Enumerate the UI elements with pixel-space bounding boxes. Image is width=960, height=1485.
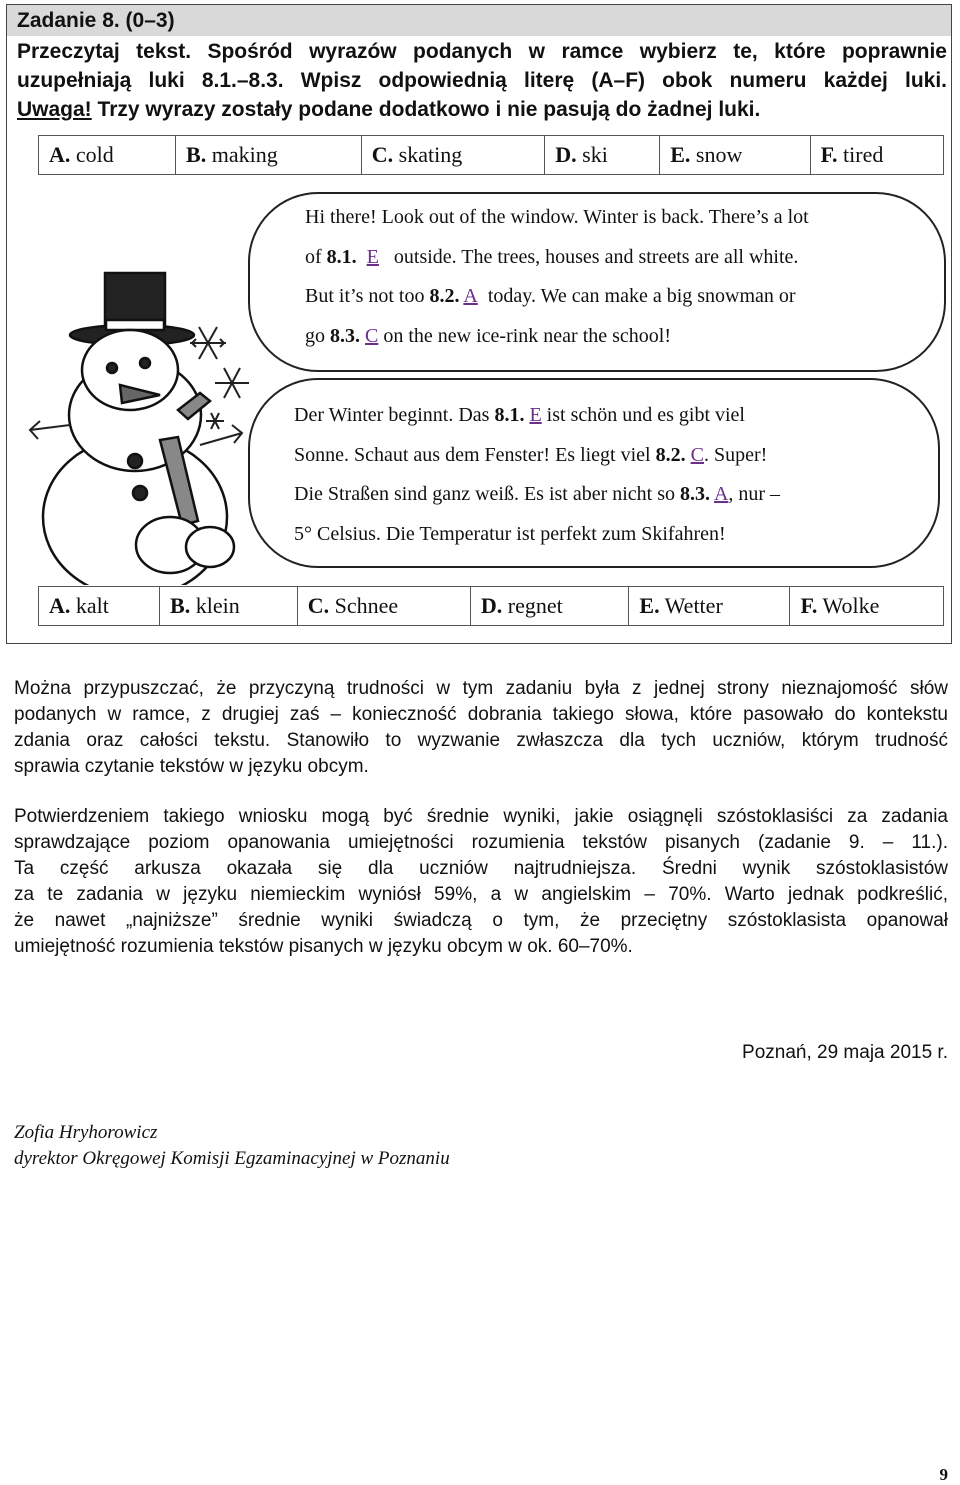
word-option: F. tired [810, 136, 943, 175]
word-option: C. Schnee [297, 587, 470, 626]
answer-8-2: A [463, 285, 478, 307]
word-option: D. ski [545, 136, 660, 175]
english-text [305, 198, 809, 356]
english-line-2: of 8.1. E outside. The trees, houses and streets are all white. [305, 245, 799, 268]
word-option: A. cold [39, 136, 176, 175]
word-option: C. skating [361, 136, 544, 175]
instruction-note [17, 95, 947, 124]
signature [14, 1120, 450, 1172]
word-option: E. snow [660, 136, 810, 175]
paragraph-2: Potwierdzeniem takiego wniosku mogą być średnie wyniki, jakie osiągnęli szóstoklasiści za zadania sprawdzające poziom opanowania umiejętności rozumienia tekstów pisanych (zadanie 9. – 11.). Ta część arkusza okazała się dla uczniów najtrudniejsza. Średni wynik szóstoklasistów za te zadania w języku niemieckim wyniósł 59%, a w angielskim – 70%. Warto jednak podkreślić, że nawet „najniższe” średnie wyniki świadczą o tym, że przeciętny szóstoklasista opanował umiejętność rozumienia tekstów pisanych w języku obcym w ok. 60–70%. [14, 806, 948, 957]
english-word-table [38, 135, 944, 175]
word-option: B. klein [160, 587, 298, 626]
german-line-1: Der Winter beginnt. Das 8.1. E ist schön und es gibt viel [294, 404, 745, 426]
answer-8-2-de: C [690, 443, 704, 466]
word-option: F. Wolke [790, 587, 944, 626]
german-text [294, 396, 780, 554]
answer-8-1: E [366, 245, 379, 268]
word-option: E. Wetter [629, 587, 790, 626]
instruction-line-2: uzupełniają luki 8.1.–8.3. Wpisz odpowiednią literę (A–F) obok numeru każdej luki. [17, 69, 947, 92]
word-option: A. kalt [39, 587, 160, 626]
word-option: B. making [176, 136, 362, 175]
note-text: Trzy wyrazy zostały podane dodatkowo i nie pasują do żadnej luki. [91, 98, 761, 121]
english-speech-bubble [248, 192, 946, 372]
task-instructions [17, 37, 947, 124]
english-line-4: go 8.3. C on the new ice-rink near the school! [305, 324, 672, 347]
english-line-3: But it’s not too 8.2. A today. We can make a big snowman or [305, 285, 796, 307]
place-and-date: Poznań, 29 maja 2015 r. [742, 1042, 948, 1063]
answer-8-3-de: A [713, 483, 729, 505]
german-word-table [38, 586, 944, 626]
answer-8-1-de: E [529, 404, 542, 426]
paragraph-1: Można przypuszczać, że przyczyną trudności w tym zadaniu była z jednej strony nieznajomość słów podanych w ramce, z drugiej zaś – konieczność dobrania takiego słowa, które pasowało do kontekstu zdania oraz całości tekstu. Stanowiło to wyzwanie zwłaszcza dla tych uczniów, którym trudność sprawia czytanie tekstów w języku obcym. [14, 678, 948, 777]
task-header: Zadanie 8. (0–3) [7, 5, 951, 36]
signature-role: dyrektor Okręgowej Komisji Egzaminacyjnej w Poznaniu [14, 1148, 450, 1169]
german-line-3: Die Straßen sind ganz weiß. Es ist aber nicht so 8.3. A, nur – [294, 483, 781, 505]
instruction-line-1: Przeczytaj tekst. Spośród wyrazów podanych w ramce wybierz te, które poprawnie [17, 40, 947, 63]
page-number: 9 [939, 1465, 948, 1484]
german-line-4: 5° Celsius. Die Temperatur ist perfekt zum Skifahren! [294, 522, 726, 545]
german-speech-bubble [248, 378, 940, 568]
german-line-2: Sonne. Schaut aus dem Fenster! Es liegt viel 8.2. C. Super! [294, 443, 768, 466]
answer-8-3: C [365, 324, 379, 347]
word-option: D. regnet [470, 587, 629, 626]
signature-name: Zofia Hryhorowicz [14, 1122, 158, 1143]
note-label: Uwaga! [17, 98, 92, 121]
english-line-1: Hi there! Look out of the window. Winter is back. There’s a lot [305, 206, 809, 228]
